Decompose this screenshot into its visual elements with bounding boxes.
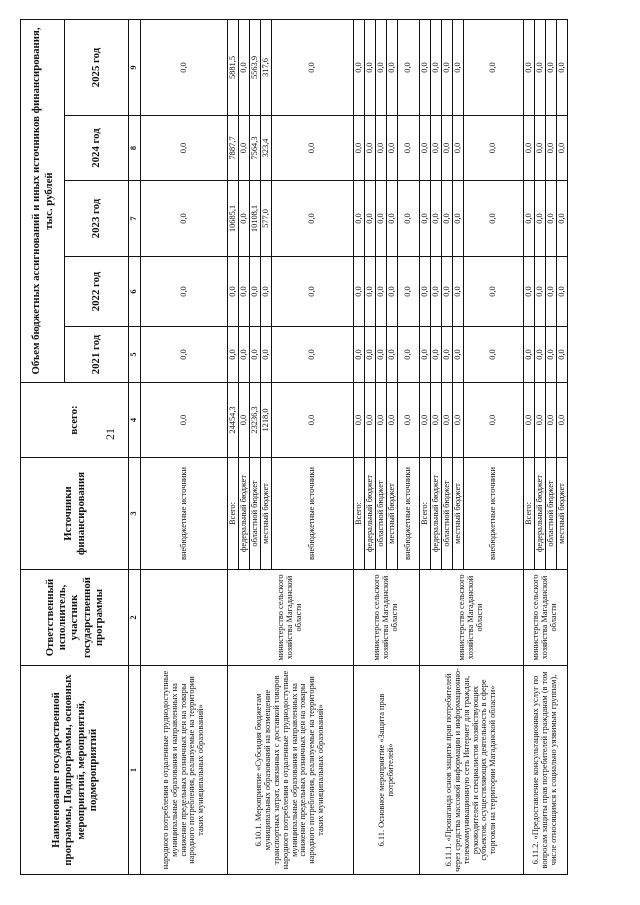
value-cell: 1218,0 [261, 383, 272, 458]
value-cell: 0,0 [535, 181, 546, 257]
measure-name: 6.11.1. «Пропаганда основ защиты прав потребителей через средства массовой информации и информационно-телекоммуникационную сеть Интернет для граждан, руководителей и специалистов хозяйствующих субъектов, осуществляющих деятельность в сфере торговли на территории Магаданской области» [420, 666, 524, 875]
value-cell: 0,0 [376, 327, 387, 383]
column-number: 7 [129, 181, 141, 257]
value-cell: 0,0 [398, 181, 420, 257]
value-cell: 0,0 [250, 257, 261, 327]
header-year-2023: 2023 год [65, 181, 129, 257]
column-number: 6 [129, 257, 141, 327]
value-cell: 0,0 [354, 116, 365, 181]
funding-source: местный бюджет [453, 458, 464, 570]
funding-source: федеральный бюджет [239, 458, 250, 570]
value-cell: 0,0 [239, 20, 250, 116]
value-cell: 0,0 [272, 383, 354, 458]
header-year-2024: 2024 год [65, 116, 129, 181]
value-cell: 0,0 [557, 327, 568, 383]
value-cell: 0,0 [546, 20, 557, 116]
table-row [524, 20, 535, 875]
value-cell: 0,0 [464, 181, 524, 257]
value-cell: 0,0 [453, 116, 464, 181]
value-cell: 0,0 [453, 257, 464, 327]
value-cell: 0,0 [524, 257, 535, 327]
value-cell: 0,0 [546, 181, 557, 257]
funding-table [20, 19, 568, 875]
value-cell: 0,0 [387, 257, 398, 327]
value-cell: 0,0 [141, 20, 228, 116]
value-cell: 317,6 [261, 20, 272, 116]
value-cell: 0,0 [365, 383, 376, 458]
value-cell: 0,0 [228, 257, 239, 327]
value-cell: 0,0 [557, 116, 568, 181]
value-cell: 0,0 [376, 257, 387, 327]
value-cell: 0,0 [398, 20, 420, 116]
measure-name: 6.10.1. Мероприятие «Субсидия бюджетам муниципальных образований на возмещение транспортных затрат, связанных с доставкой товаров народного потребления в отдаленные труднодоступные муниципальные образования и направленных на снижение предельных розничных цен на товары народного потребления, реализуемые на территории таких муниципальных образований» [228, 666, 354, 875]
executor-cell: министерство сельского хозяйства Магаданской области [354, 570, 420, 666]
value-cell: 0,0 [398, 116, 420, 181]
header-year-2025: 2025 год [65, 20, 129, 116]
value-cell: 0,0 [557, 383, 568, 458]
value-cell: 0,0 [272, 20, 354, 116]
value-cell: 0,0 [261, 257, 272, 327]
value-cell: 0,0 [365, 116, 376, 181]
value-cell: 0,0 [524, 116, 535, 181]
value-cell: 0,0 [431, 383, 442, 458]
header-year-2022: 2022 год [65, 257, 129, 327]
column-number: 5 [129, 327, 141, 383]
value-cell: 323,4 [261, 116, 272, 181]
value-cell: 0,0 [141, 327, 228, 383]
value-cell: 0,0 [239, 181, 250, 257]
value-cell: 0,0 [354, 257, 365, 327]
value-cell: 0,0 [387, 327, 398, 383]
measure-name: народного потребления в отдаленные труднодоступные муниципальные образования и направленных на снижение предельных розничных цен на товары народного потребления, реализуемые на территории таких муниципальных образований» [141, 666, 228, 875]
value-cell: 0,0 [261, 327, 272, 383]
funding-source: Всего: [354, 458, 365, 570]
funding-source: Всего: [524, 458, 535, 570]
value-cell: 0,0 [546, 327, 557, 383]
measure-name: 6.11. Основное мероприятие «Защита прав потребителей» [354, 666, 420, 875]
value-cell: 0,0 [464, 257, 524, 327]
value-cell: 0,0 [250, 327, 261, 383]
value-cell: 0,0 [239, 383, 250, 458]
value-cell: 0,0 [431, 327, 442, 383]
value-cell: 5563,9 [250, 20, 261, 116]
table-row [354, 20, 365, 875]
value-cell: 0,0 [453, 383, 464, 458]
funding-source: внебюджетные источники [272, 458, 354, 570]
value-cell: 0,0 [442, 116, 453, 181]
value-cell: 0,0 [365, 257, 376, 327]
value-cell: 0,0 [464, 327, 524, 383]
value-cell: 0,0 [387, 181, 398, 257]
value-cell: 0,0 [272, 327, 354, 383]
value-cell: 0,0 [354, 20, 365, 116]
value-cell: 0,0 [557, 257, 568, 327]
value-cell: 0,0 [239, 327, 250, 383]
value-cell: 0,0 [557, 181, 568, 257]
column-number: 9 [129, 20, 141, 116]
value-cell: 0,0 [398, 257, 420, 327]
value-cell: 7564,3 [250, 116, 261, 181]
value-cell: 23236,3 [250, 383, 261, 458]
value-cell: 24454,3 [228, 383, 239, 458]
value-cell: 0,0 [420, 116, 431, 181]
funding-source: местный бюджет [557, 458, 568, 570]
value-cell: 0,0 [141, 116, 228, 181]
value-cell: 7887,7 [228, 116, 239, 181]
value-cell: 0,0 [272, 116, 354, 181]
executor-cell [141, 570, 228, 666]
value-cell: 0,0 [442, 383, 453, 458]
value-cell: 0,0 [398, 327, 420, 383]
value-cell: 0,0 [141, 257, 228, 327]
funding-source: областной бюджет [376, 458, 387, 570]
value-cell: 0,0 [228, 327, 239, 383]
funding-source: Всего: [228, 458, 239, 570]
executor-cell: министерство сельского хозяйства Магаданской области [420, 570, 524, 666]
value-cell: 0,0 [141, 383, 228, 458]
value-cell: 0,0 [442, 327, 453, 383]
funding-source: местный бюджет [261, 458, 272, 570]
value-cell: 0,0 [535, 257, 546, 327]
value-cell: 0,0 [431, 116, 442, 181]
header-total: всего: [21, 383, 129, 458]
value-cell: 0,0 [376, 116, 387, 181]
column-number: 1 [129, 666, 141, 875]
funding-source: внебюджетные источники [398, 458, 420, 570]
column-number: 8 [129, 116, 141, 181]
value-cell: 0,0 [453, 20, 464, 116]
value-cell: 10108,1 [250, 181, 261, 257]
value-cell: 0,0 [365, 20, 376, 116]
value-cell: 0,0 [442, 20, 453, 116]
value-cell: 0,0 [524, 383, 535, 458]
value-cell: 0,0 [365, 181, 376, 257]
value-cell: 0,0 [546, 116, 557, 181]
value-cell: 5881,5 [228, 20, 239, 116]
table-row [228, 20, 239, 875]
value-cell: 0,0 [524, 20, 535, 116]
value-cell: 0,0 [398, 383, 420, 458]
header-executor: Ответственный исполнитель, участник государственной программы [21, 570, 129, 666]
value-cell: 0,0 [535, 20, 546, 116]
value-cell: 0,0 [354, 181, 365, 257]
value-cell: 0,0 [524, 181, 535, 257]
header-funding-source: Источники финансирования [21, 458, 129, 570]
table-row [420, 20, 431, 875]
funding-source: областной бюджет [250, 458, 261, 570]
funding-source: внебюджетные источники [141, 458, 228, 570]
executor-cell: министерство сельского хозяйства Магаданской области [228, 570, 354, 666]
value-cell: 0,0 [420, 181, 431, 257]
funding-source: местный бюджет [387, 458, 398, 570]
value-cell: 0,0 [431, 181, 442, 257]
rotated-page-content [20, 20, 615, 875]
value-cell: 0,0 [376, 20, 387, 116]
value-cell: 0,0 [464, 383, 524, 458]
funding-source: внебюджетные источники [464, 458, 524, 570]
page-number: 21 [103, 428, 117, 440]
value-cell: 0,0 [453, 327, 464, 383]
column-number: 3 [129, 458, 141, 570]
value-cell: 0,0 [535, 116, 546, 181]
funding-source: областной бюджет [546, 458, 557, 570]
funding-source: федеральный бюджет [365, 458, 376, 570]
value-cell: 10685,1 [228, 181, 239, 257]
funding-source: Всего: [420, 458, 431, 570]
value-cell: 0,0 [557, 20, 568, 116]
value-cell: 0,0 [546, 383, 557, 458]
value-cell: 0,0 [464, 20, 524, 116]
measure-name: 6.11.2. «Предоставление консультационных услуг по вопросам защиты прав потребителей гражданам (в том числе относящимся к социально уязвимым группам), [524, 666, 568, 875]
value-cell: 0,0 [420, 327, 431, 383]
value-cell: 0,0 [387, 20, 398, 116]
funding-source: федеральный бюджет [535, 458, 546, 570]
header-program-name: Наименование государственной программы, Подпрограммы, основных мероприятий, мероприятий, подмероприятий [21, 666, 129, 875]
header-budget-group: Объем бюджетных ассигнований и иных источников финансирования, тыс. рублей [21, 20, 65, 383]
value-cell: 0,0 [420, 257, 431, 327]
value-cell: 0,0 [464, 116, 524, 181]
value-cell: 0,0 [535, 383, 546, 458]
value-cell: 0,0 [535, 327, 546, 383]
value-cell: 0,0 [272, 257, 354, 327]
value-cell: 0,0 [365, 327, 376, 383]
value-cell: 0,0 [272, 181, 354, 257]
value-cell: 0,0 [239, 116, 250, 181]
value-cell: 0,0 [546, 257, 557, 327]
value-cell: 0,0 [420, 383, 431, 458]
value-cell: 577,0 [261, 181, 272, 257]
value-cell: 0,0 [431, 20, 442, 116]
value-cell: 0,0 [431, 257, 442, 327]
value-cell: 0,0 [453, 181, 464, 257]
value-cell: 0,0 [141, 181, 228, 257]
value-cell: 0,0 [376, 383, 387, 458]
value-cell: 0,0 [387, 116, 398, 181]
value-cell: 0,0 [387, 383, 398, 458]
value-cell: 0,0 [524, 327, 535, 383]
value-cell: 0,0 [354, 327, 365, 383]
executor-cell: министерство сельского хозяйства Магаданской области [524, 570, 568, 666]
funding-source: областной бюджет [442, 458, 453, 570]
header-year-2021: 2021 год [65, 327, 129, 383]
value-cell: 0,0 [442, 257, 453, 327]
value-cell: 0,0 [442, 181, 453, 257]
value-cell: 0,0 [239, 257, 250, 327]
column-number: 2 [129, 570, 141, 666]
column-number: 4 [129, 383, 141, 458]
table-row [141, 20, 228, 875]
value-cell: 0,0 [420, 20, 431, 116]
value-cell: 0,0 [376, 181, 387, 257]
funding-source: федеральный бюджет [431, 458, 442, 570]
value-cell: 0,0 [354, 383, 365, 458]
